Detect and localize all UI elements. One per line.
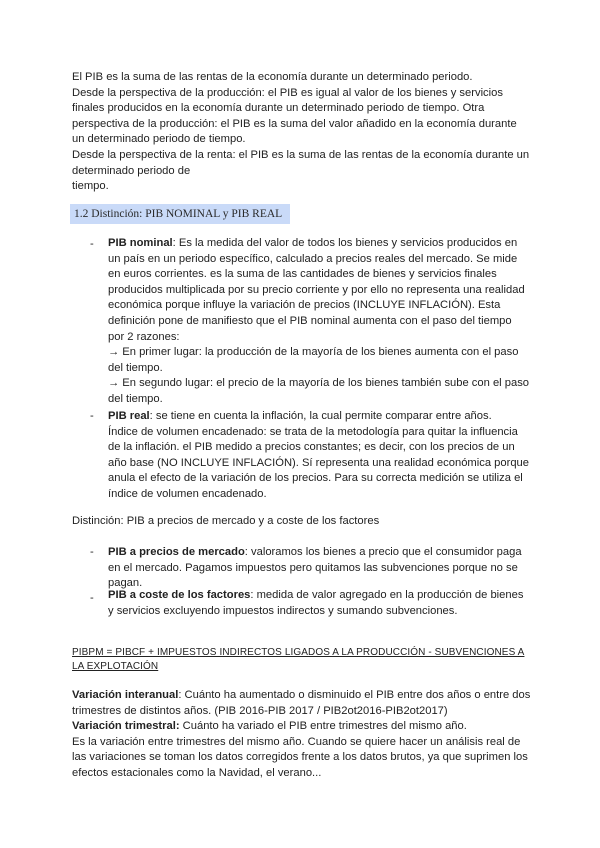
pib-nominal-line: en euros corrientes. es la suma de las cantidades de bienes y servicios finales <box>108 268 497 281</box>
distincion-line: Distinción: PIB a precios de mercado y a coste de los factores <box>72 515 380 527</box>
pib-nominal-term: PIB nominal <box>108 237 173 249</box>
intro-line: finales producidos en la economía durante un determinado periodo de tiempo. Otra <box>72 102 485 115</box>
pib-nominal-line: del tiempo. <box>108 392 163 405</box>
intro-line: determinado periodo de <box>72 164 191 177</box>
pib-factores-item <box>108 588 538 619</box>
formula-line: LA EXPLOTACIÓN <box>72 661 159 672</box>
section-heading: 1.2 Distinción: PIB NOMINAL y PIB REAL <box>70 204 290 224</box>
pib-real-line: anula el efecto de la variación de los precios. Para su correcta medición se utiliza el <box>108 472 523 485</box>
formula-line: PIBPM = PIBCF + IMPUESTOS INDIRECTOS LIGADOS A LA PRODUCCIÓN - SUBVENCIONES A <box>72 647 525 658</box>
intro-line: El PIB es la suma de las rentas de la economía durante un determinado periodo. <box>72 71 473 83</box>
pib-mercado-item <box>108 545 538 592</box>
variacion-line: las variaciones se toman los datos corregidos frente a los datos brutos, ya que suprimen los <box>72 751 528 764</box>
pib-nominal-line: → En segundo lugar: el precio de la mayoría de los bienes también sube con el paso <box>108 377 530 390</box>
distincion-paragraph <box>72 514 542 530</box>
pib-real-term: PIB real <box>108 410 150 422</box>
pib-mercado-line: pagan. <box>108 577 143 590</box>
pib-factores-term: PIB a coste de los factores <box>108 589 251 601</box>
pib-mercado-line: : valoramos los bienes a precio que el consumidor paga <box>244 546 522 558</box>
pib-real-line: año base (NO INCLUYE INFLACIÓN). Sí representa una realidad económica porque <box>108 456 529 469</box>
pibpm-formula <box>72 646 542 674</box>
intro-line: tiempo. <box>72 180 109 193</box>
pib-real-line: Índice de volumen encadenado: se trata de la metodología para quitar la influencia <box>108 425 518 438</box>
variacion-line: : Cuánto ha aumentado o disminuido el PIB entre dos años o entre dos <box>178 689 531 701</box>
intro-line: Desde la perspectiva de la renta: el PIB es la suma de las rentas de la economía durante un <box>72 148 530 161</box>
bullet-dash: - <box>90 592 94 604</box>
variacion-line: trimestres de distintos años. (PIB 2016-PIB 2017 / PIB2ot2016-PIB2ot2017) <box>72 704 448 717</box>
pib-real-line: índice de volumen encadenado. <box>108 487 267 500</box>
variacion-trimestral-term: Variación trimestral: <box>72 720 180 733</box>
variacion-line: Es la variación entre trimestres del mismo año. Cuando se quiere hacer un análisis real de <box>72 735 521 748</box>
intro-line: perspectiva de la producción: el PIB es la suma del valor añadido en la economía durante <box>72 117 517 130</box>
pib-real-line: de la inflación. el PIB medido a precios constantes; es decir, con los precios de un <box>108 441 515 454</box>
variacion-interanual-term: Variación interanual <box>72 689 179 701</box>
intro-line: Desde la perspectiva de la producción: el PIB es igual al valor de los bienes y servicios <box>72 86 503 99</box>
variacion-paragraph <box>72 688 542 782</box>
pib-mercado-line: en el mercado. Pagamos impuestos pero quitamos las subvenciones porque no se <box>108 561 518 574</box>
intro-line: un determinado periodo de tiempo. <box>72 133 246 146</box>
bullet-dash: - <box>90 410 94 422</box>
pib-nominal-line: del tiempo. <box>108 361 163 374</box>
pib-nominal-line: → En primer lugar: la producción de la mayoría de los bienes aumenta con el paso <box>108 346 519 359</box>
bullet-dash: - <box>90 238 94 250</box>
bullet-dash: - <box>90 546 94 558</box>
variacion-line: efectos estacionales como la Navidad, el verano... <box>72 766 322 779</box>
intro-paragraph <box>72 70 542 195</box>
pib-mercado-term: PIB a precios de mercado <box>108 546 245 558</box>
pib-nominal-item <box>108 236 538 408</box>
pib-nominal-line: económica porque influye la variación de precios (INCLUYE INFLACIÓN). Esta <box>108 299 501 312</box>
pib-nominal-line: un país en un periodo específico, calculado a precios reales del mercado. Se mide <box>108 252 518 265</box>
pib-factores-line: y servicios excluyendo impuestos indirectos y sumando subvenciones. <box>108 604 458 617</box>
pib-nominal-line: : Es la medida del valor de todos los bienes y servicios producidos en <box>172 237 518 249</box>
pib-real-item <box>108 409 538 503</box>
pib-nominal-line: definición pone de manifiesto que el PIB nominal aumenta con el paso del tiempo <box>108 314 512 327</box>
variacion-line: Cuánto ha variado el PIB entre trimestres del mismo año. <box>179 720 467 733</box>
pib-real-line: : se tiene en cuenta la inflación, la cual permite comparar entre años. <box>149 410 492 422</box>
pib-factores-line: : medida de valor agregado en la producción de bienes <box>250 589 524 601</box>
pib-nominal-line: por 2 razones: <box>108 330 180 343</box>
pib-nominal-line: producidos multiplicada por su precio corriente y por ello no representa una realidad <box>108 283 525 296</box>
